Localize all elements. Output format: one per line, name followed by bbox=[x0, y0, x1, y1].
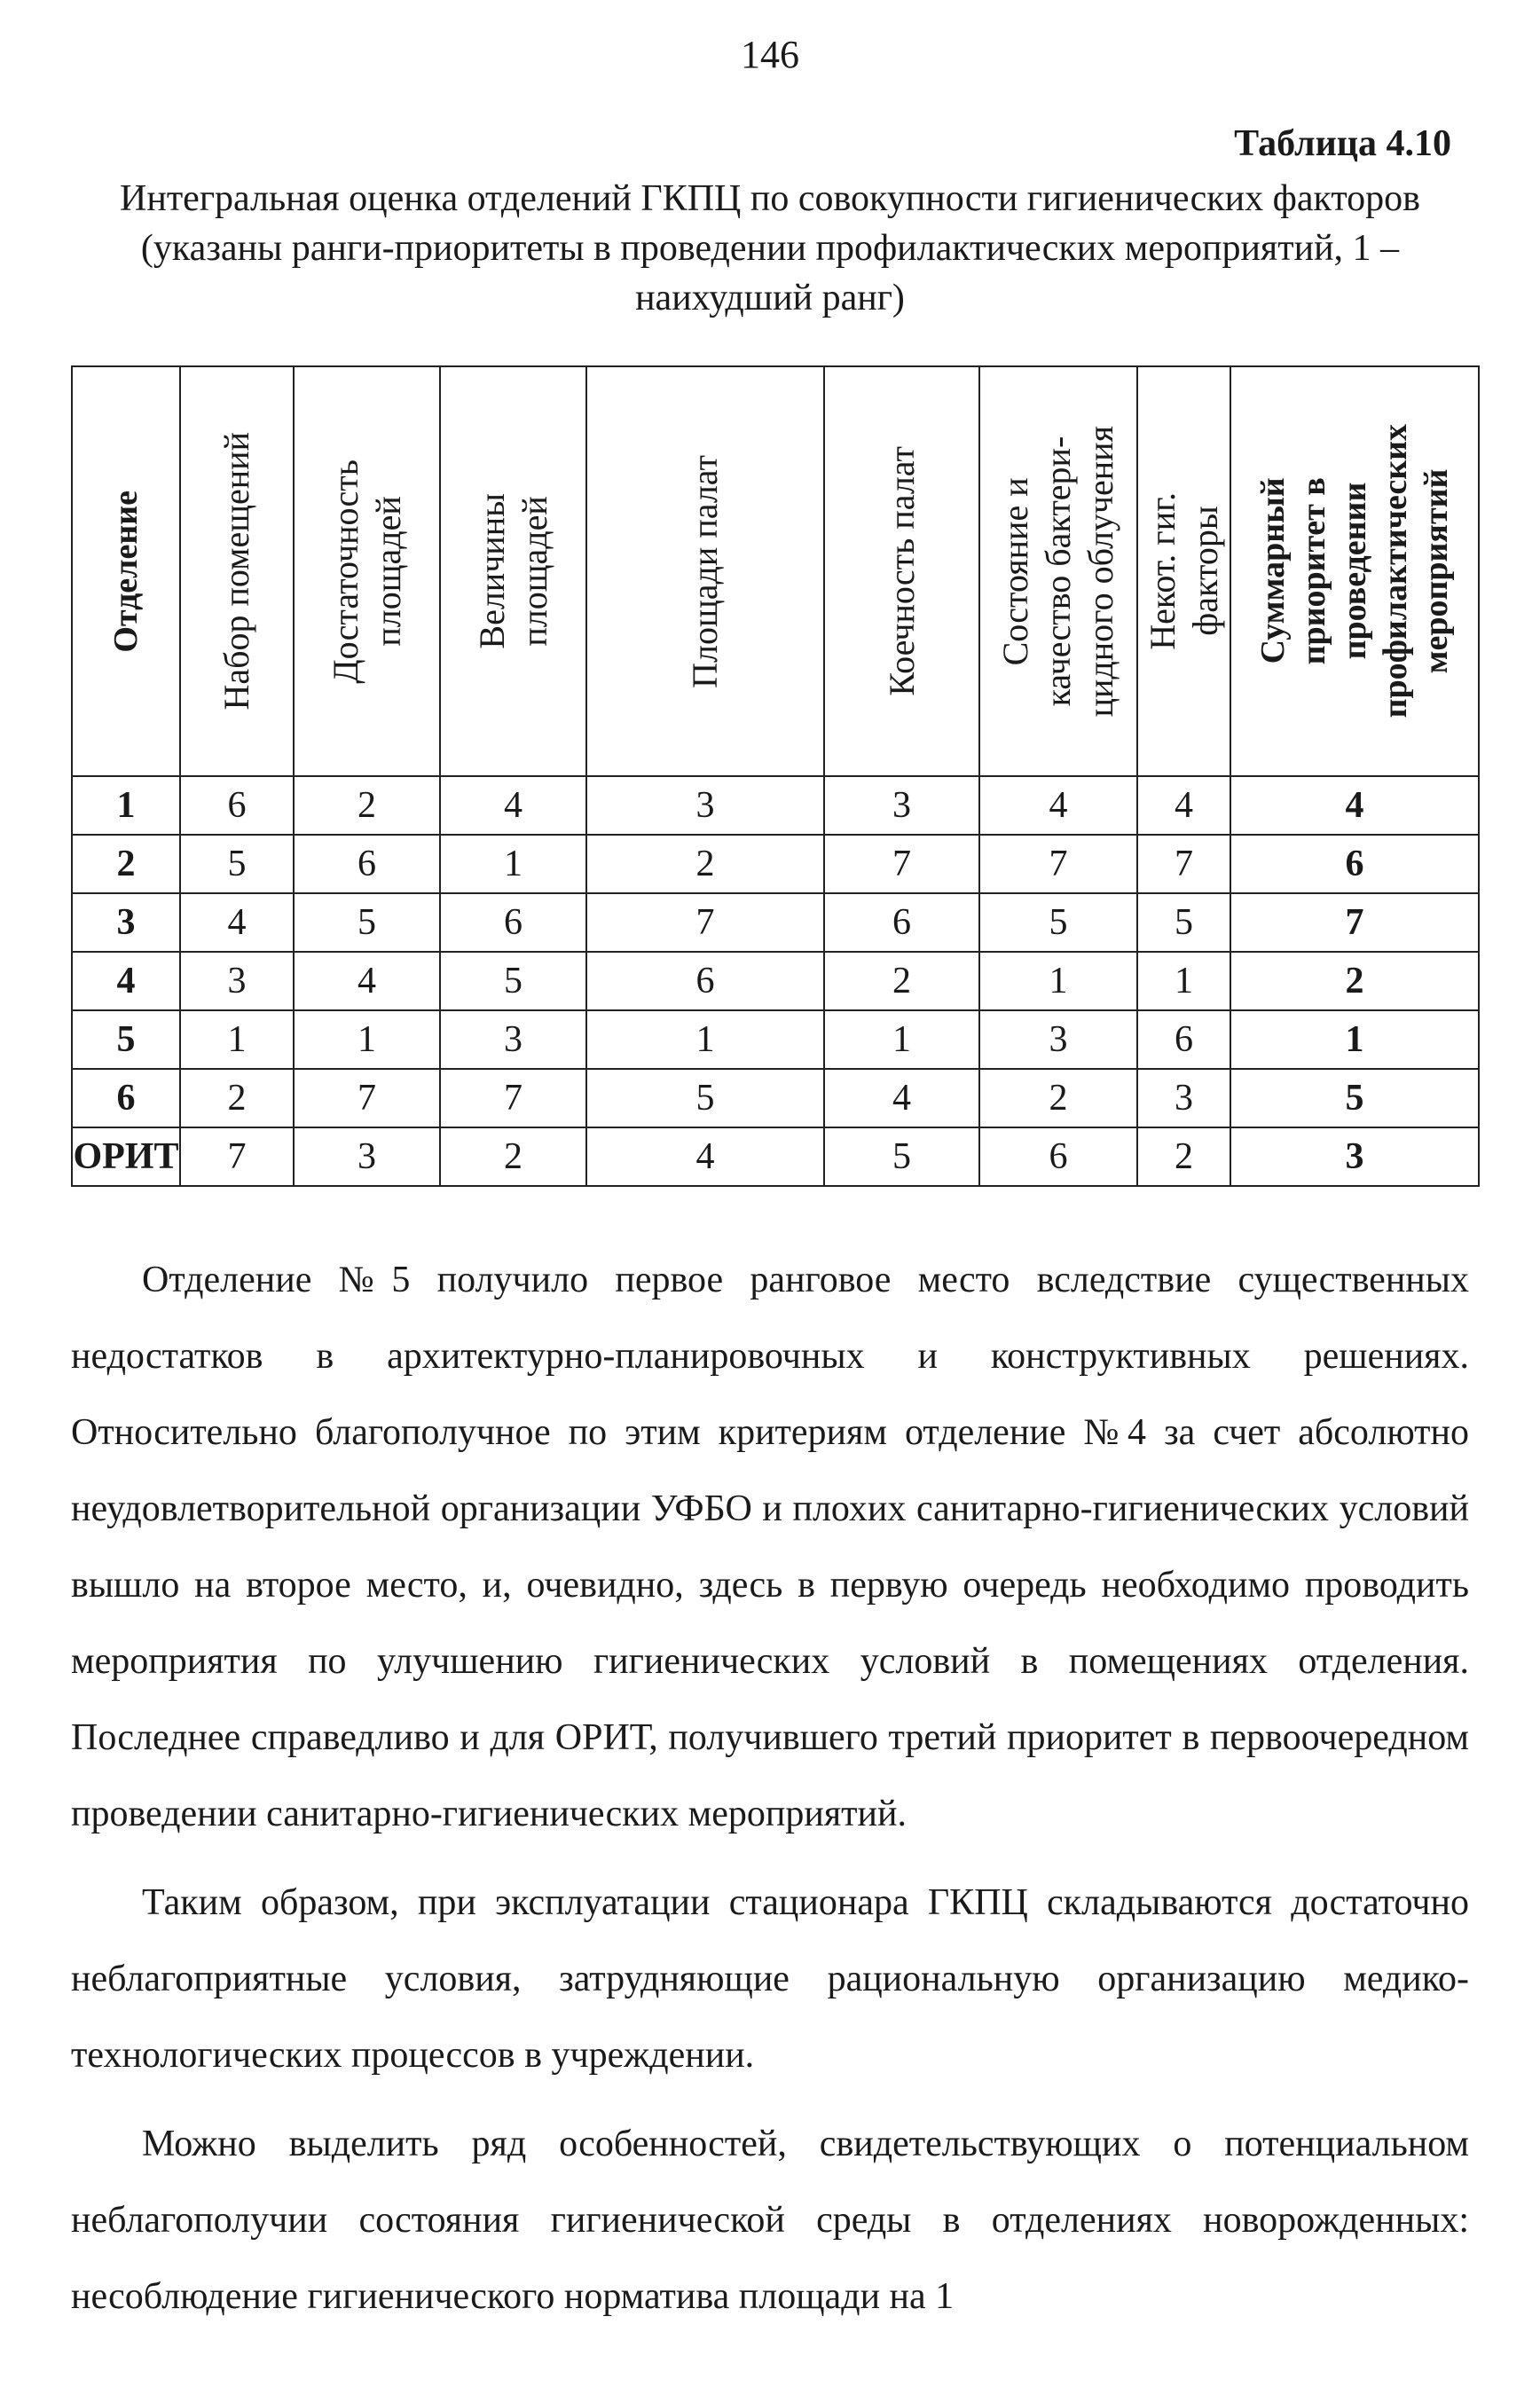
table-cell: 7 bbox=[440, 1069, 586, 1127]
table-cell: 1 bbox=[72, 776, 180, 835]
table-cell: 1 bbox=[979, 952, 1137, 1010]
table-cell: 6 bbox=[824, 893, 979, 952]
table-cell: 4 bbox=[294, 952, 440, 1010]
table-cell: 4 bbox=[1230, 776, 1479, 835]
table-cell: 5 bbox=[1230, 1069, 1479, 1127]
table-cell: 2 bbox=[72, 835, 180, 893]
table-cell: 4 bbox=[1137, 776, 1230, 835]
table-cell: 1 bbox=[440, 835, 586, 893]
table-cell: 5 bbox=[72, 1010, 180, 1069]
table-cell: 4 bbox=[440, 776, 586, 835]
header-bactericidal bbox=[979, 366, 1137, 776]
table-cell: 4 bbox=[824, 1069, 979, 1127]
table-cell: 5 bbox=[979, 893, 1137, 952]
header-label: Величины площадей bbox=[471, 493, 554, 649]
table-cell: 3 bbox=[824, 776, 979, 835]
table-cell: 4 bbox=[180, 893, 294, 952]
table-row bbox=[72, 893, 1479, 952]
body-text bbox=[71, 1242, 1469, 2347]
table-cell: 4 bbox=[72, 952, 180, 1010]
table-row bbox=[72, 835, 1479, 893]
header-label: Суммарный приоритет в проведении профилактических мероприятий bbox=[1254, 424, 1455, 718]
header-area-size bbox=[440, 366, 586, 776]
table-cell: 2 bbox=[440, 1127, 586, 1186]
table-cell: 1 bbox=[180, 1010, 294, 1069]
header-label: Коечность палат bbox=[881, 446, 922, 696]
table-cell: 6 bbox=[1230, 835, 1479, 893]
header-label: Достаточность площадей bbox=[325, 459, 408, 684]
page-number: 146 bbox=[741, 33, 799, 76]
table-cell: 6 bbox=[72, 1069, 180, 1127]
table-cell: ОРИТ bbox=[72, 1127, 180, 1186]
header-label: Отделение bbox=[107, 490, 145, 653]
paragraph: Таким образом, при эксплуатации стационара ГКПЦ складываются достаточно неблагоприятные условия, затрудняющие рациональную организацию медико-технологических процессов в учреждении. bbox=[71, 1882, 1469, 2076]
table-cell: 2 bbox=[1230, 952, 1479, 1010]
table-cell: 3 bbox=[586, 776, 824, 835]
table-cell: 2 bbox=[180, 1069, 294, 1127]
table-cell: 6 bbox=[180, 776, 294, 835]
table-cell: 6 bbox=[586, 952, 824, 1010]
table-caption: Интегральная оценка отделений ГКПЦ по совокупности гигиенических факторов (указаны ранги-приоритеты в проведении профилактических мероприятий, 1 – наихудший ранг) bbox=[120, 178, 1420, 318]
table-cell: 3 bbox=[440, 1010, 586, 1069]
table-label: Таблица 4.10 bbox=[1234, 123, 1451, 164]
table-cell: 5 bbox=[586, 1069, 824, 1127]
header-ward-area bbox=[586, 366, 824, 776]
table-row bbox=[72, 1127, 1479, 1186]
header-other-factors bbox=[1137, 366, 1230, 776]
table-cell: 7 bbox=[1137, 835, 1230, 893]
header-label: Некот. гиг. факторы bbox=[1142, 492, 1225, 650]
table-cell: 3 bbox=[1230, 1127, 1479, 1186]
header-label: Набор помещений bbox=[216, 432, 256, 711]
table-cell: 1 bbox=[294, 1010, 440, 1069]
table-cell: 1 bbox=[586, 1010, 824, 1069]
table-cell: 1 bbox=[824, 1010, 979, 1069]
table-cell: 7 bbox=[824, 835, 979, 893]
table-cell: 7 bbox=[1230, 893, 1479, 952]
table-row bbox=[72, 1010, 1479, 1069]
table-cell: 5 bbox=[180, 835, 294, 893]
table-cell: 5 bbox=[1137, 893, 1230, 952]
table-cell: 7 bbox=[294, 1069, 440, 1127]
table-cell: 7 bbox=[180, 1127, 294, 1186]
table-cell: 4 bbox=[979, 776, 1137, 835]
table-cell: 4 bbox=[586, 1127, 824, 1186]
table-cell: 6 bbox=[1137, 1010, 1230, 1069]
header-room-set bbox=[180, 366, 294, 776]
table-cell: 2 bbox=[979, 1069, 1137, 1127]
header-label: Площади палат bbox=[685, 454, 725, 688]
header-area-sufficiency bbox=[294, 366, 440, 776]
table-cell: 5 bbox=[440, 952, 586, 1010]
table-cell: 1 bbox=[1230, 1010, 1479, 1069]
table-cell: 7 bbox=[586, 893, 824, 952]
data-table bbox=[71, 365, 1480, 1187]
header-total-priority bbox=[1230, 366, 1479, 776]
table-cell: 3 bbox=[979, 1010, 1137, 1069]
table-cell: 5 bbox=[824, 1127, 979, 1186]
table-row bbox=[72, 776, 1479, 835]
table-cell: 3 bbox=[72, 893, 180, 952]
paragraph: Отделение №5 получило первое ранговое место вследствие существенных недостатков в архитектурно-планировочных и конструктивных решениях. Относительно благополучное по этим критериям отделение №4 за счет абсолютно неудовлетворительной организации УФБО и плохих санитарно-гигиенических условий вышло на второе место, и, очевидно, здесь в первую очередь необходимо проводить мероприятия по улучшению гигиенических условий в помещениях отделения. Последнее справедливо и для ОРИТ, получившего третий приоритет в первоочередном проведении санитарно-гигиенических мероприятий. bbox=[71, 1260, 1469, 1834]
header-ward-beds bbox=[824, 366, 979, 776]
table-cell: 5 bbox=[294, 893, 440, 952]
table-cell: 3 bbox=[294, 1127, 440, 1186]
table-cell: 2 bbox=[586, 835, 824, 893]
table-cell: 2 bbox=[1137, 1127, 1230, 1186]
table-row bbox=[72, 952, 1479, 1010]
table-cell: 1 bbox=[1137, 952, 1230, 1010]
header-department bbox=[72, 366, 180, 776]
table-header-row bbox=[72, 366, 1479, 776]
table-cell: 2 bbox=[294, 776, 440, 835]
table-cell: 3 bbox=[180, 952, 294, 1010]
table-cell: 3 bbox=[1137, 1069, 1230, 1127]
table-row bbox=[72, 1069, 1479, 1127]
table-cell: 6 bbox=[294, 835, 440, 893]
table-cell: 7 bbox=[979, 835, 1137, 893]
table-cell: 6 bbox=[979, 1127, 1137, 1186]
paragraph: Можно выделить ряд особенностей, свидетельствующих о потенциальном неблагополучии состояния гигиенической среды в отделениях новорожденных: несоблюдение гигиенического норматива площади на 1 bbox=[71, 2124, 1469, 2317]
header-label: Состояние и качество бактери- цидного облучения bbox=[995, 425, 1120, 718]
table-cell: 6 bbox=[440, 893, 586, 952]
table-cell: 2 bbox=[824, 952, 979, 1010]
